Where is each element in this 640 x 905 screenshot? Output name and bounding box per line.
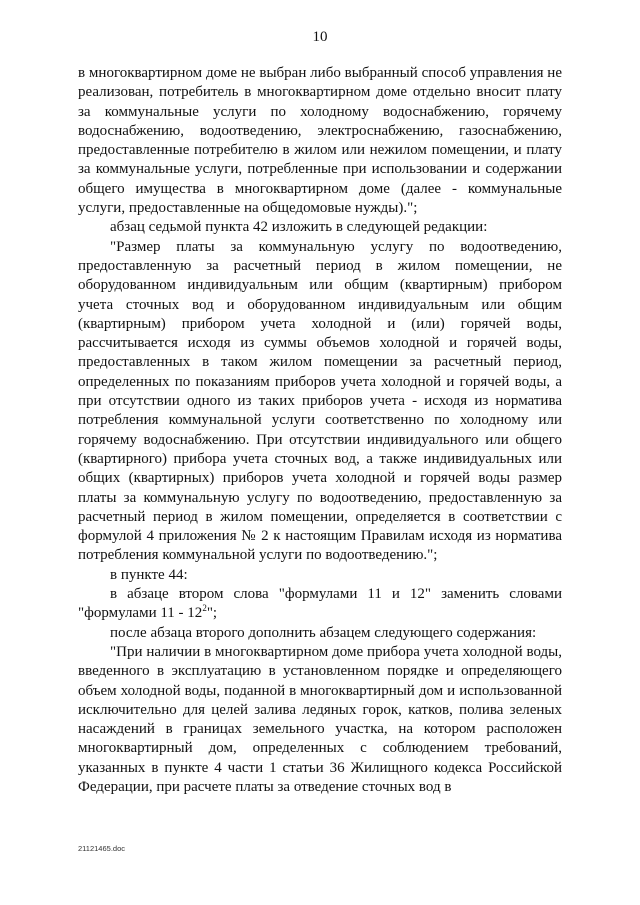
formula-ref (78, 605, 217, 621)
page-number: 10 (312, 29, 328, 45)
footer-file-code: 21121465.doc (78, 844, 125, 853)
paragraph-4: в пункте 44: (110, 566, 188, 583)
paragraph-5-text: в абзаце втором слова "формулами 11 и 12" заменить словами (110, 586, 562, 603)
paragraph-3: "Размер платы за коммунальную услугу по водоотведению, предоставленную за расчетный период в жилом помещении, не оборудованном индивидуальным или общим (квартирным) прибором учета сточных вод и оборудованном индивидуальным или общим (квартирным) прибором учета холодной и (или) горячей воды, рассчитывается исходя из суммы объемов холодной и горячей воды, предоставленных в таком жилом помещении за расчетный период, определенных по показаниям приборов учета холодной и горячей воды, а при отсутствии одного из таких приборов учета - исходя из норматива потребления коммунальной услуги соответственно по холодному или горячему водоснабжению. При отсутствии индивидуального или общего (квартирного) прибора учета сточных вод, а также индивидуальных или общих (квартирных) приборов учета холодной и горячей воды размер платы за коммунальную услугу по водоотведению, предоставленную за расчетный период в жилом помещении, определяется в соответствии с формулой 4 приложения № 2 к настоящим Правилам исходя из норматива потребления коммунальной услуги по водоотведению."; (78, 238, 562, 564)
paragraph-1: в многоквартирном доме не выбран либо выбранный способ управления не реализован, потребитель в многоквартирном доме отдельно вносит плату за коммунальные услуги по холодному водоснабжению, горячему водоснабжению, водоотведению, электроснабжению, газоснабжению, предоставленные потребителю в жилом или нежилом помещении, и плату за коммунальные услуги, потребленные при использовании и содержании общего имущества в многоквартирном доме (далее - коммунальные услуги, предоставленные на общедомовые нужды)."; (78, 65, 562, 217)
formula-ref-superscript: 2 (202, 603, 207, 614)
paragraph-5 (78, 585, 562, 624)
formula-ref-prefix: "формулами 11 - 12 (78, 605, 203, 622)
formula-ref-suffix: "; (206, 605, 218, 622)
paragraph-7: "При наличии в многоквартирном доме прибора учета холодной воды, введенного в эксплуатацию в установленном порядке и определяющего объем холодной воды, поданной в многоквартирный дом и использованной исключительно для целей залива ледяных горок, катков, полива зеленых насаждений в границах земельного участка, на котором расположен многоквартирный дом, определенных с соблюдением требований, указанных в пункте 4 части 1 статьи 36 Жилищного кодекса Российской Федерации, при расчете платы за отведение сточных вод в (78, 643, 562, 795)
paragraph-2: абзац седьмой пункта 42 изложить в следующей редакции: (110, 219, 488, 236)
document-body (78, 64, 562, 797)
paragraph-6: после абзаца второго дополнить абзацем следующего содержания: (110, 624, 537, 641)
